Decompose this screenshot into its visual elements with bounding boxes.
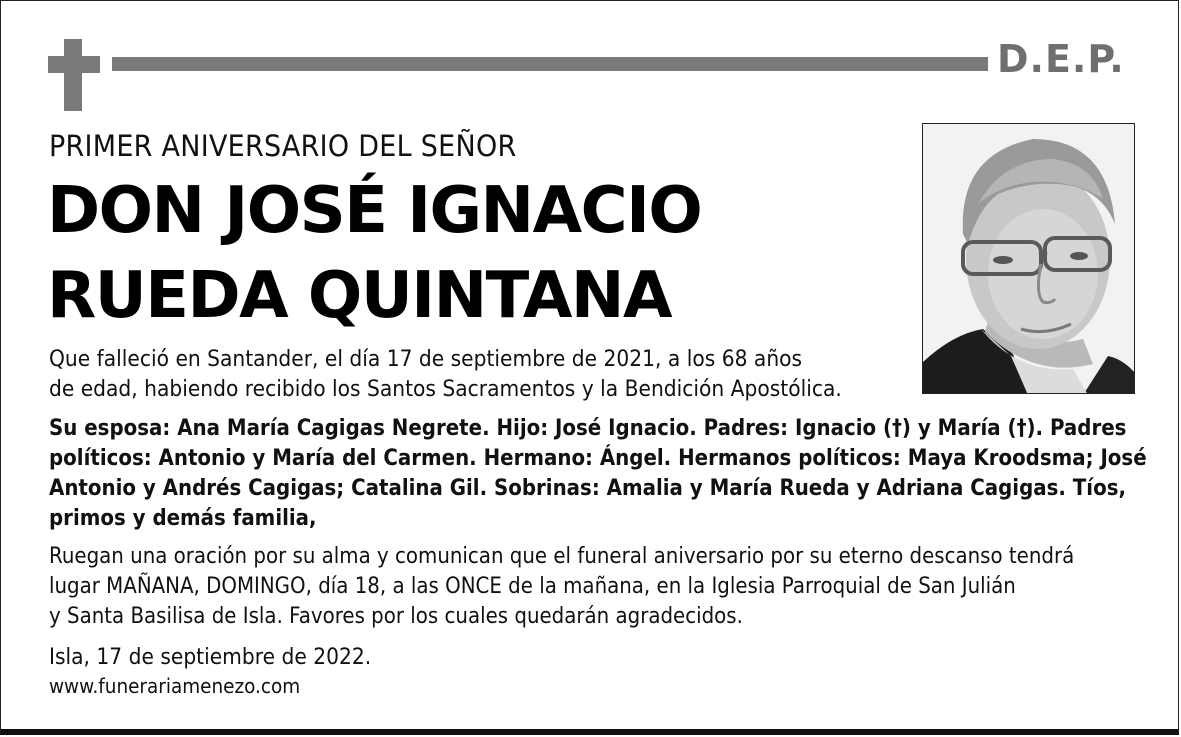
funeral-line: y Santa Basilisa de Isla. Favores por los cuales quedarán agradecidos.	[49, 604, 743, 629]
funeral-line: lugar MAÑANA, DOMINGO, día 18, a las ONCE de la mañana, en la Iglesia Parroquial de San Julián	[49, 574, 1016, 599]
portrait-photo	[922, 123, 1135, 394]
intro-line: Que falleció en Santander, el día 17 de septiembre de 2021, a los 68 años	[49, 347, 803, 372]
dep-label: D.E.P.	[997, 37, 1125, 81]
family-line: políticos: Antonio y María del Carmen. Hermano: Ángel. Hermanos políticos: Maya Kroodsma; José	[49, 446, 1147, 471]
family-line: primos y demás familia,	[49, 506, 317, 531]
website-link[interactable]: www.funerariamenezo.com	[49, 674, 301, 698]
portrait-image	[923, 124, 1135, 394]
subtitle: PRIMER ANIVERSARIO DEL SEÑOR	[49, 129, 517, 163]
family-paragraph	[49, 414, 1147, 534]
cross-icon	[48, 39, 100, 111]
intro-line: de edad, habiendo recibido los Santos Sacramentos y la Bendición Apostólica.	[49, 377, 842, 402]
header-rule	[112, 57, 988, 71]
funeral-paragraph	[49, 542, 1129, 632]
family-line: Su esposa: Ana María Cagigas Negrete. Hijo: José Ignacio. Padres: Ignacio (†) y María (†). Padres	[49, 416, 1127, 441]
intro-paragraph	[49, 345, 877, 405]
deceased-name-line1: DON JOSÉ IGNACIO	[47, 174, 702, 248]
place-date: Isla, 17 de septiembre de 2022.	[49, 645, 372, 670]
family-line: Antonio y Andrés Cagigas; Catalina Gil. Sobrinas: Amalia y María Rueda y Adriana Cagigas. Tíos,	[49, 476, 1127, 501]
funeral-line: Ruegan una oración por su alma y comunican que el funeral aniversario por su eterno descanso tendrá	[49, 544, 1075, 569]
deceased-name-line2: RUEDA QUINTANA	[47, 259, 671, 333]
